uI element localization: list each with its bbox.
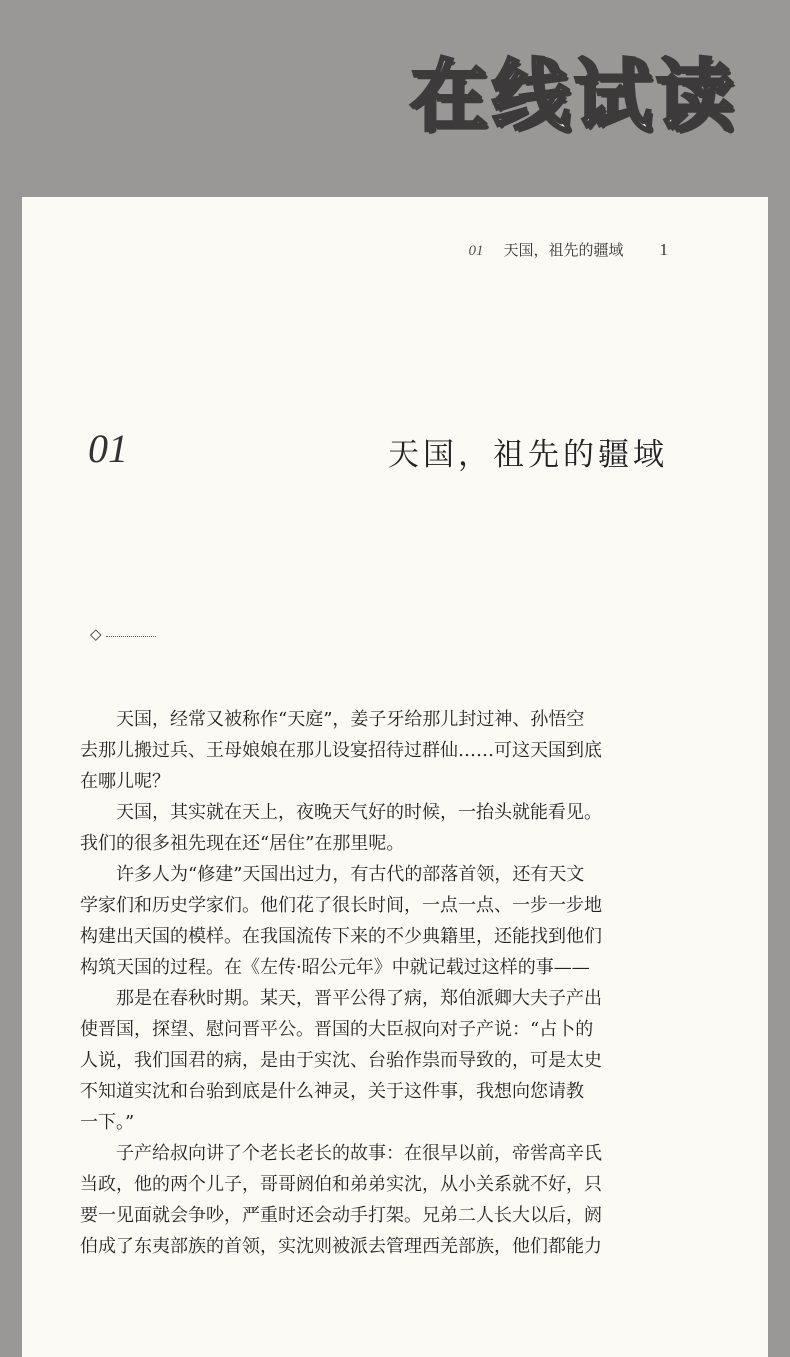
text-line: 我们的很多祖先现在还“居住”在那里呢。 [80,833,405,854]
text-line: 一下。” [80,1112,135,1133]
text-line: 学家们和历史学家们。他们花了很长时间，一点一点、一步一步地 [80,895,602,916]
text-line: 使晋国，探望、慰问晋平公。晋国的大臣叔向对子产说：“占卜的 [80,1019,594,1040]
chapter-number: 01 [88,426,128,471]
text-line: 天国，其实就在天上，夜晚天气好的时候，一抬头就能看见。 [116,802,602,823]
book-page [22,197,768,1357]
banner-title: 在线试读 [409,52,738,142]
dotted-rule [106,636,156,637]
text-line: 人说，我们国君的病，是由于实沈、台骀作祟而导致的，可是太史 [80,1050,602,1071]
text-line: 构建出天国的模样。在我国流传下来的不少典籍里，还能找到他们 [80,926,602,947]
text-line: 构筑天国的过程。在《左传·昭公元年》中就记载过这样的事—— [80,957,590,978]
text-line: 许多人为“修建”天国出过力，有古代的部落首领，还有天文 [116,864,585,885]
text-line: 要一见面就会争吵，严重时还会动手打架。兄弟二人长大以后，阏 [80,1205,602,1226]
text-line: 不知道实沈和台骀到底是什么神灵，关于这件事，我想向您请教 [80,1081,584,1102]
running-head-chapter-number: 01 [468,243,484,259]
section-ornament [90,625,156,643]
text-line: 子产给叔向讲了个老长老长的故事：在很早以前，帝喾高辛氏 [116,1143,602,1164]
body-text [80,704,664,1262]
diamond-icon: ◇ [90,625,102,643]
running-head-title: 天国，祖先的疆域 [503,241,624,259]
text-line: 去那儿搬过兵、王母娘娘在那儿设宴招待过群仙……可这天国到底 [80,740,602,761]
text-line: 在哪儿呢？ [80,771,170,792]
text-line: 那是在春秋时期。某天，晋平公得了病，郑伯派卿大夫子产出 [116,988,602,1009]
text-line: 当政，他的两个儿子，哥哥阏伯和弟弟实沈，从小关系就不好，只 [80,1174,602,1195]
chapter-title: 天国，祖先的疆域 [388,437,668,473]
running-head [468,239,668,260]
text-line: 伯成了东夷部族的首领，实沈则被派去管理西羌部族，他们都能力 [80,1236,602,1257]
text-line: 天国，经常又被称作“天庭”，姜子牙给那儿封过神、孙悟空 [116,709,585,730]
page-number: 1 [659,240,668,259]
